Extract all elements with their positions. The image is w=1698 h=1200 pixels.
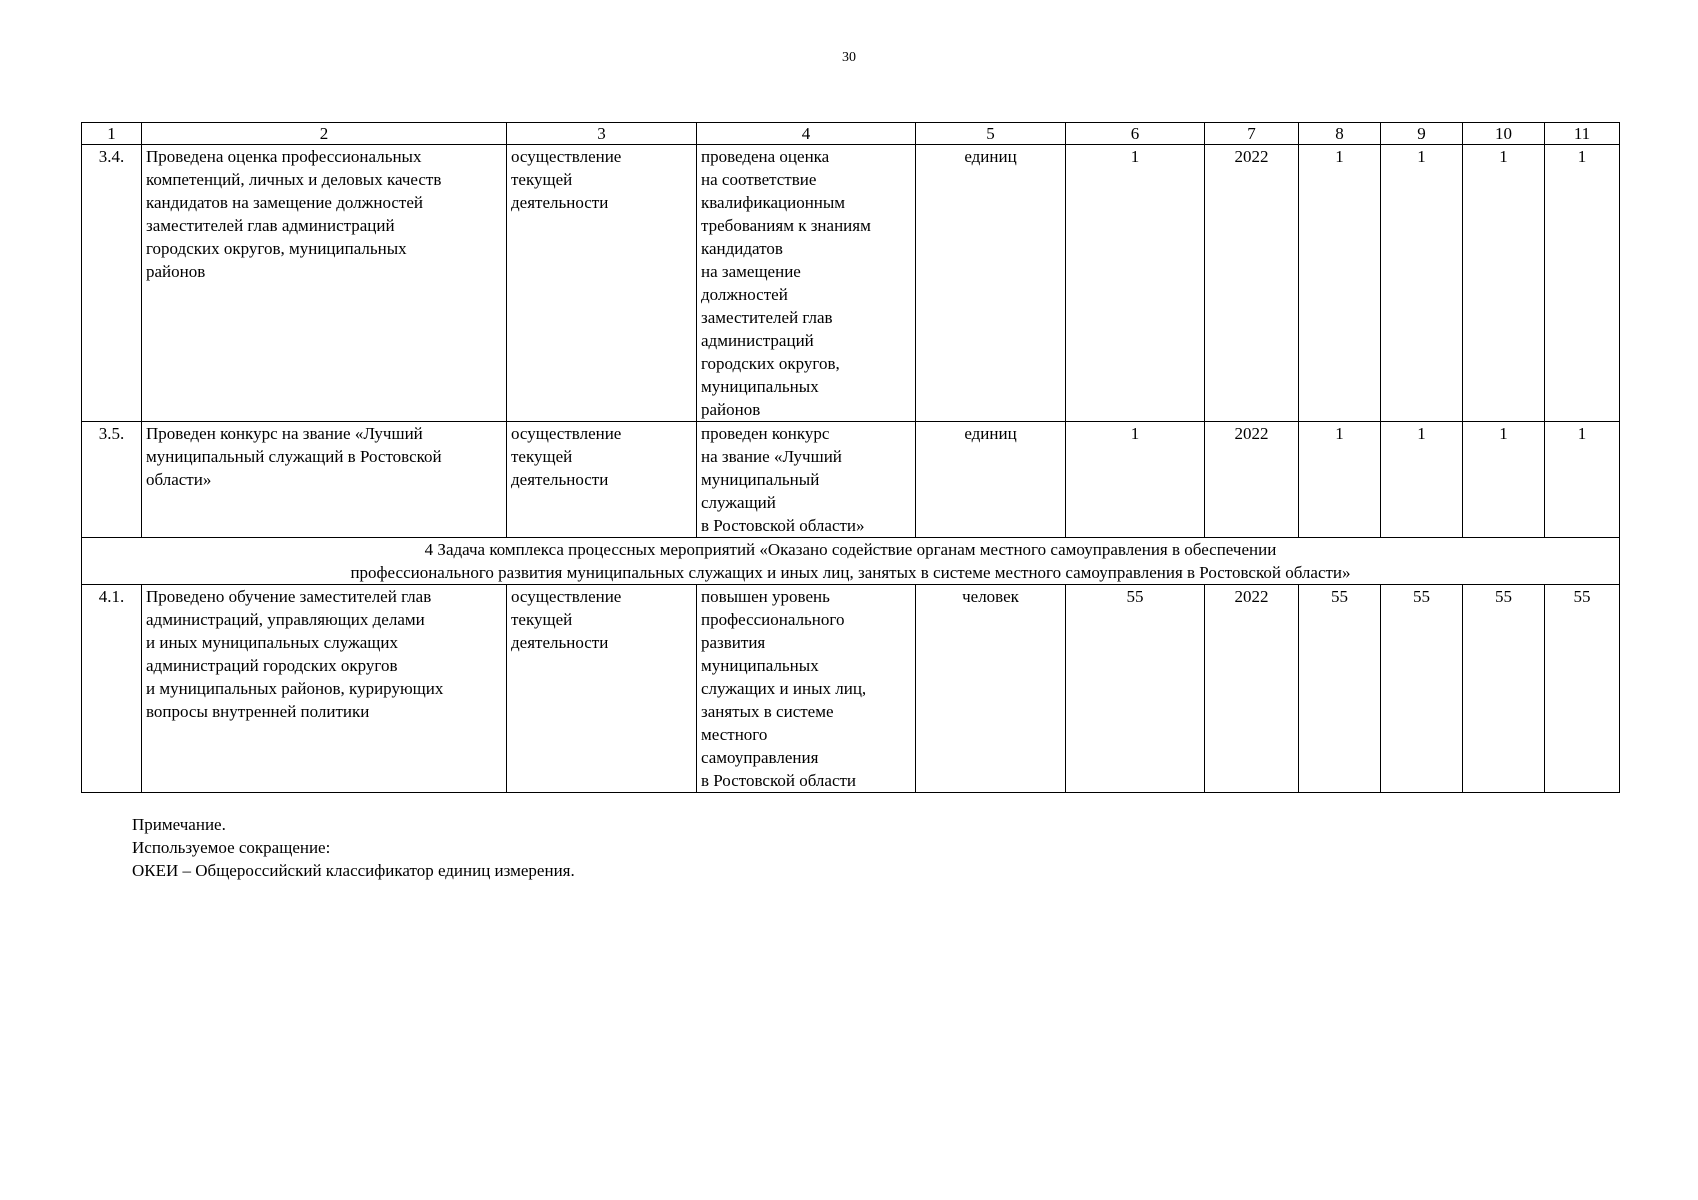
result-type: осуществление текущей деятельности <box>507 585 697 793</box>
base-value: 55 <box>1066 585 1205 793</box>
value-col-9: 1 <box>1381 422 1463 538</box>
result-name: Проведена оценка профессиональных компетенций, личных и деловых качеств кандидатов на замещение должностей заместителей глав администраций городских округов, муниципальных районов <box>142 145 507 422</box>
result-type: осуществление текущей деятельности <box>507 422 697 538</box>
page-number: 30 <box>842 50 856 65</box>
header-cell-4: 4 <box>697 123 916 145</box>
base-year: 2022 <box>1205 145 1299 422</box>
unit-of-measure: единиц <box>916 145 1066 422</box>
unit-of-measure: человек <box>916 585 1066 793</box>
value-col-8: 1 <box>1299 422 1381 538</box>
header-cell-6: 6 <box>1066 123 1205 145</box>
section-row <box>82 538 1620 585</box>
result-name: Проведено обучение заместителей глав администраций, управляющих делами и иных муниципальных служащих администраций городских округов и муниципальных районов, курирующих вопросы внутренней политики <box>142 585 507 793</box>
value-col-11: 1 <box>1545 422 1620 538</box>
result-type: осуществление текущей деятельности <box>507 145 697 422</box>
note-heading: Примечание. <box>132 815 226 834</box>
section-title: 4 Задача комплекса процессных мероприятий «Оказано содействие органам местного самоуправления в обеспечении профессионального развития муниципальных служащих и иных лиц, занятых в системе местного самоуправления в Ростовской области» <box>82 538 1620 585</box>
header-cell-3: 3 <box>507 123 697 145</box>
value-col-8: 55 <box>1299 585 1381 793</box>
note-abbreviation: ОКЕИ – Общероссийский классификатор единиц измерения. <box>132 861 575 880</box>
table-row <box>82 585 1620 793</box>
value-col-9: 1 <box>1381 145 1463 422</box>
note-abbreviation-label: Используемое сокращение: <box>132 838 331 857</box>
value-col-9: 55 <box>1381 585 1463 793</box>
header-cell-2: 2 <box>142 123 507 145</box>
table-row <box>82 422 1620 538</box>
base-value: 1 <box>1066 145 1205 422</box>
header-cell-9: 9 <box>1381 123 1463 145</box>
value-col-10: 1 <box>1463 422 1545 538</box>
base-year: 2022 <box>1205 585 1299 793</box>
row-number: 3.5. <box>82 422 142 538</box>
header-cell-5: 5 <box>916 123 1066 145</box>
result-characteristic: проведен конкурс на звание «Лучший муниципальный служащий в Ростовской области» <box>697 422 916 538</box>
header-cell-8: 8 <box>1299 123 1381 145</box>
results-table <box>81 122 1620 793</box>
notes-block <box>132 813 575 882</box>
result-characteristic: проведена оценка на соответствие квалификационным требованиям к знаниям кандидатов на замещение должностей заместителей глав администраций городских округов, муниципальных районов <box>697 145 916 422</box>
value-col-10: 55 <box>1463 585 1545 793</box>
row-number: 4.1. <box>82 585 142 793</box>
header-cell-7: 7 <box>1205 123 1299 145</box>
unit-of-measure: единиц <box>916 422 1066 538</box>
header-cell-10: 10 <box>1463 123 1545 145</box>
table-header-row <box>82 123 1620 145</box>
base-value: 1 <box>1066 422 1205 538</box>
value-col-11: 1 <box>1545 145 1620 422</box>
table-row <box>82 145 1620 422</box>
value-col-10: 1 <box>1463 145 1545 422</box>
result-name: Проведен конкурс на звание «Лучший муниципальный служащий в Ростовской области» <box>142 422 507 538</box>
base-year: 2022 <box>1205 422 1299 538</box>
value-col-8: 1 <box>1299 145 1381 422</box>
result-characteristic: повышен уровень профессионального развития муниципальных служащих и иных лиц, занятых в системе местного самоуправления в Ростовской области <box>697 585 916 793</box>
header-cell-11: 11 <box>1545 123 1620 145</box>
value-col-11: 55 <box>1545 585 1620 793</box>
row-number: 3.4. <box>82 145 142 422</box>
header-cell-1: 1 <box>82 123 142 145</box>
